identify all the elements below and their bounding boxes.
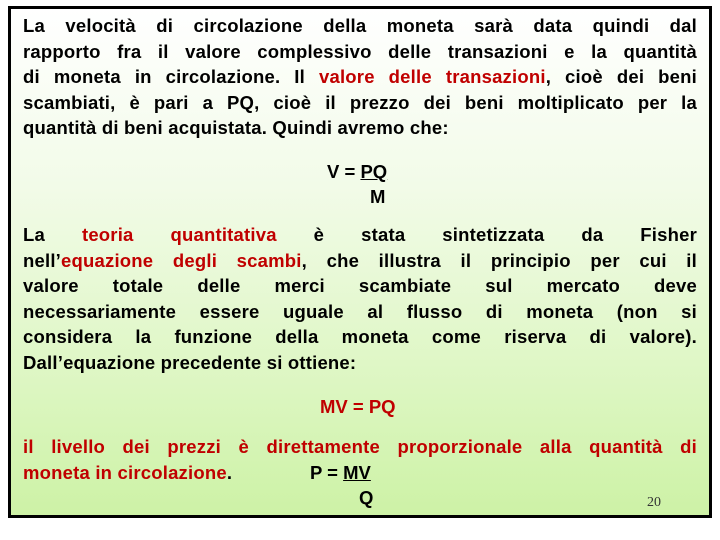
formula-lhs: V = — [327, 161, 361, 182]
formula-lhs: P = — [310, 462, 344, 483]
text-line: quantità di beni acquistata. Quindi avremo che: — [23, 117, 449, 138]
text-line: il livello dei prezzi è direttamente proporzionale alla quantità di — [23, 436, 697, 457]
highlight-term: moneta in circolazione — [23, 461, 227, 483]
formula-numerator: PQ — [360, 161, 388, 182]
text-line — [23, 64, 697, 90]
text-line — [23, 248, 697, 274]
highlight-term: equazione degli scambi — [61, 249, 302, 271]
text-line: scambiati, è pari a PQ, cioè il prezzo dei beni moltiplicato per la — [23, 91, 697, 113]
text-line: La velocità di circolazione della moneta sarà data quindi dal — [23, 15, 697, 36]
text-segment: di moneta in circolazione. Il — [23, 66, 319, 87]
formula-denominator: M — [370, 186, 386, 207]
text-line: necessariamente essere uguale al flusso di moneta (non si — [23, 300, 697, 322]
formula-velocity — [327, 159, 387, 209]
highlight-term: teoria quantitativa — [81, 224, 277, 245]
text-line: considera la funzione della moneta come riserva di valore). — [23, 326, 697, 347]
text-segment: , che illustra il principio per cui il — [301, 249, 697, 271]
text-line: rapporto fra il valore complessivo delle transazioni e la quantità — [23, 40, 697, 62]
text-segment: , cioè dei beni — [545, 66, 697, 87]
text-line: Dall’equazione precedente si ottiene: — [23, 351, 357, 373]
text-segment: nell’ — [23, 249, 62, 271]
slide — [8, 6, 712, 518]
text-segment: . — [226, 461, 233, 483]
formula-denominator: Q — [359, 487, 374, 508]
text-line — [23, 222, 697, 248]
text-line: valore totale delle merci scambiate sul mercato deve — [23, 275, 697, 296]
formula-price — [310, 460, 373, 510]
paragraph-fisher — [23, 222, 697, 375]
paragraph-velocity — [23, 13, 697, 141]
formula-numerator: MV — [343, 462, 371, 483]
text-segment: La — [23, 224, 82, 245]
text-segment: è stata sintetizzata da Fisher — [276, 224, 697, 245]
formula-exchange: MV = PQ — [320, 396, 396, 417]
highlight-term: valore delle transazioni — [318, 66, 546, 87]
page-number: 20 — [647, 495, 661, 510]
